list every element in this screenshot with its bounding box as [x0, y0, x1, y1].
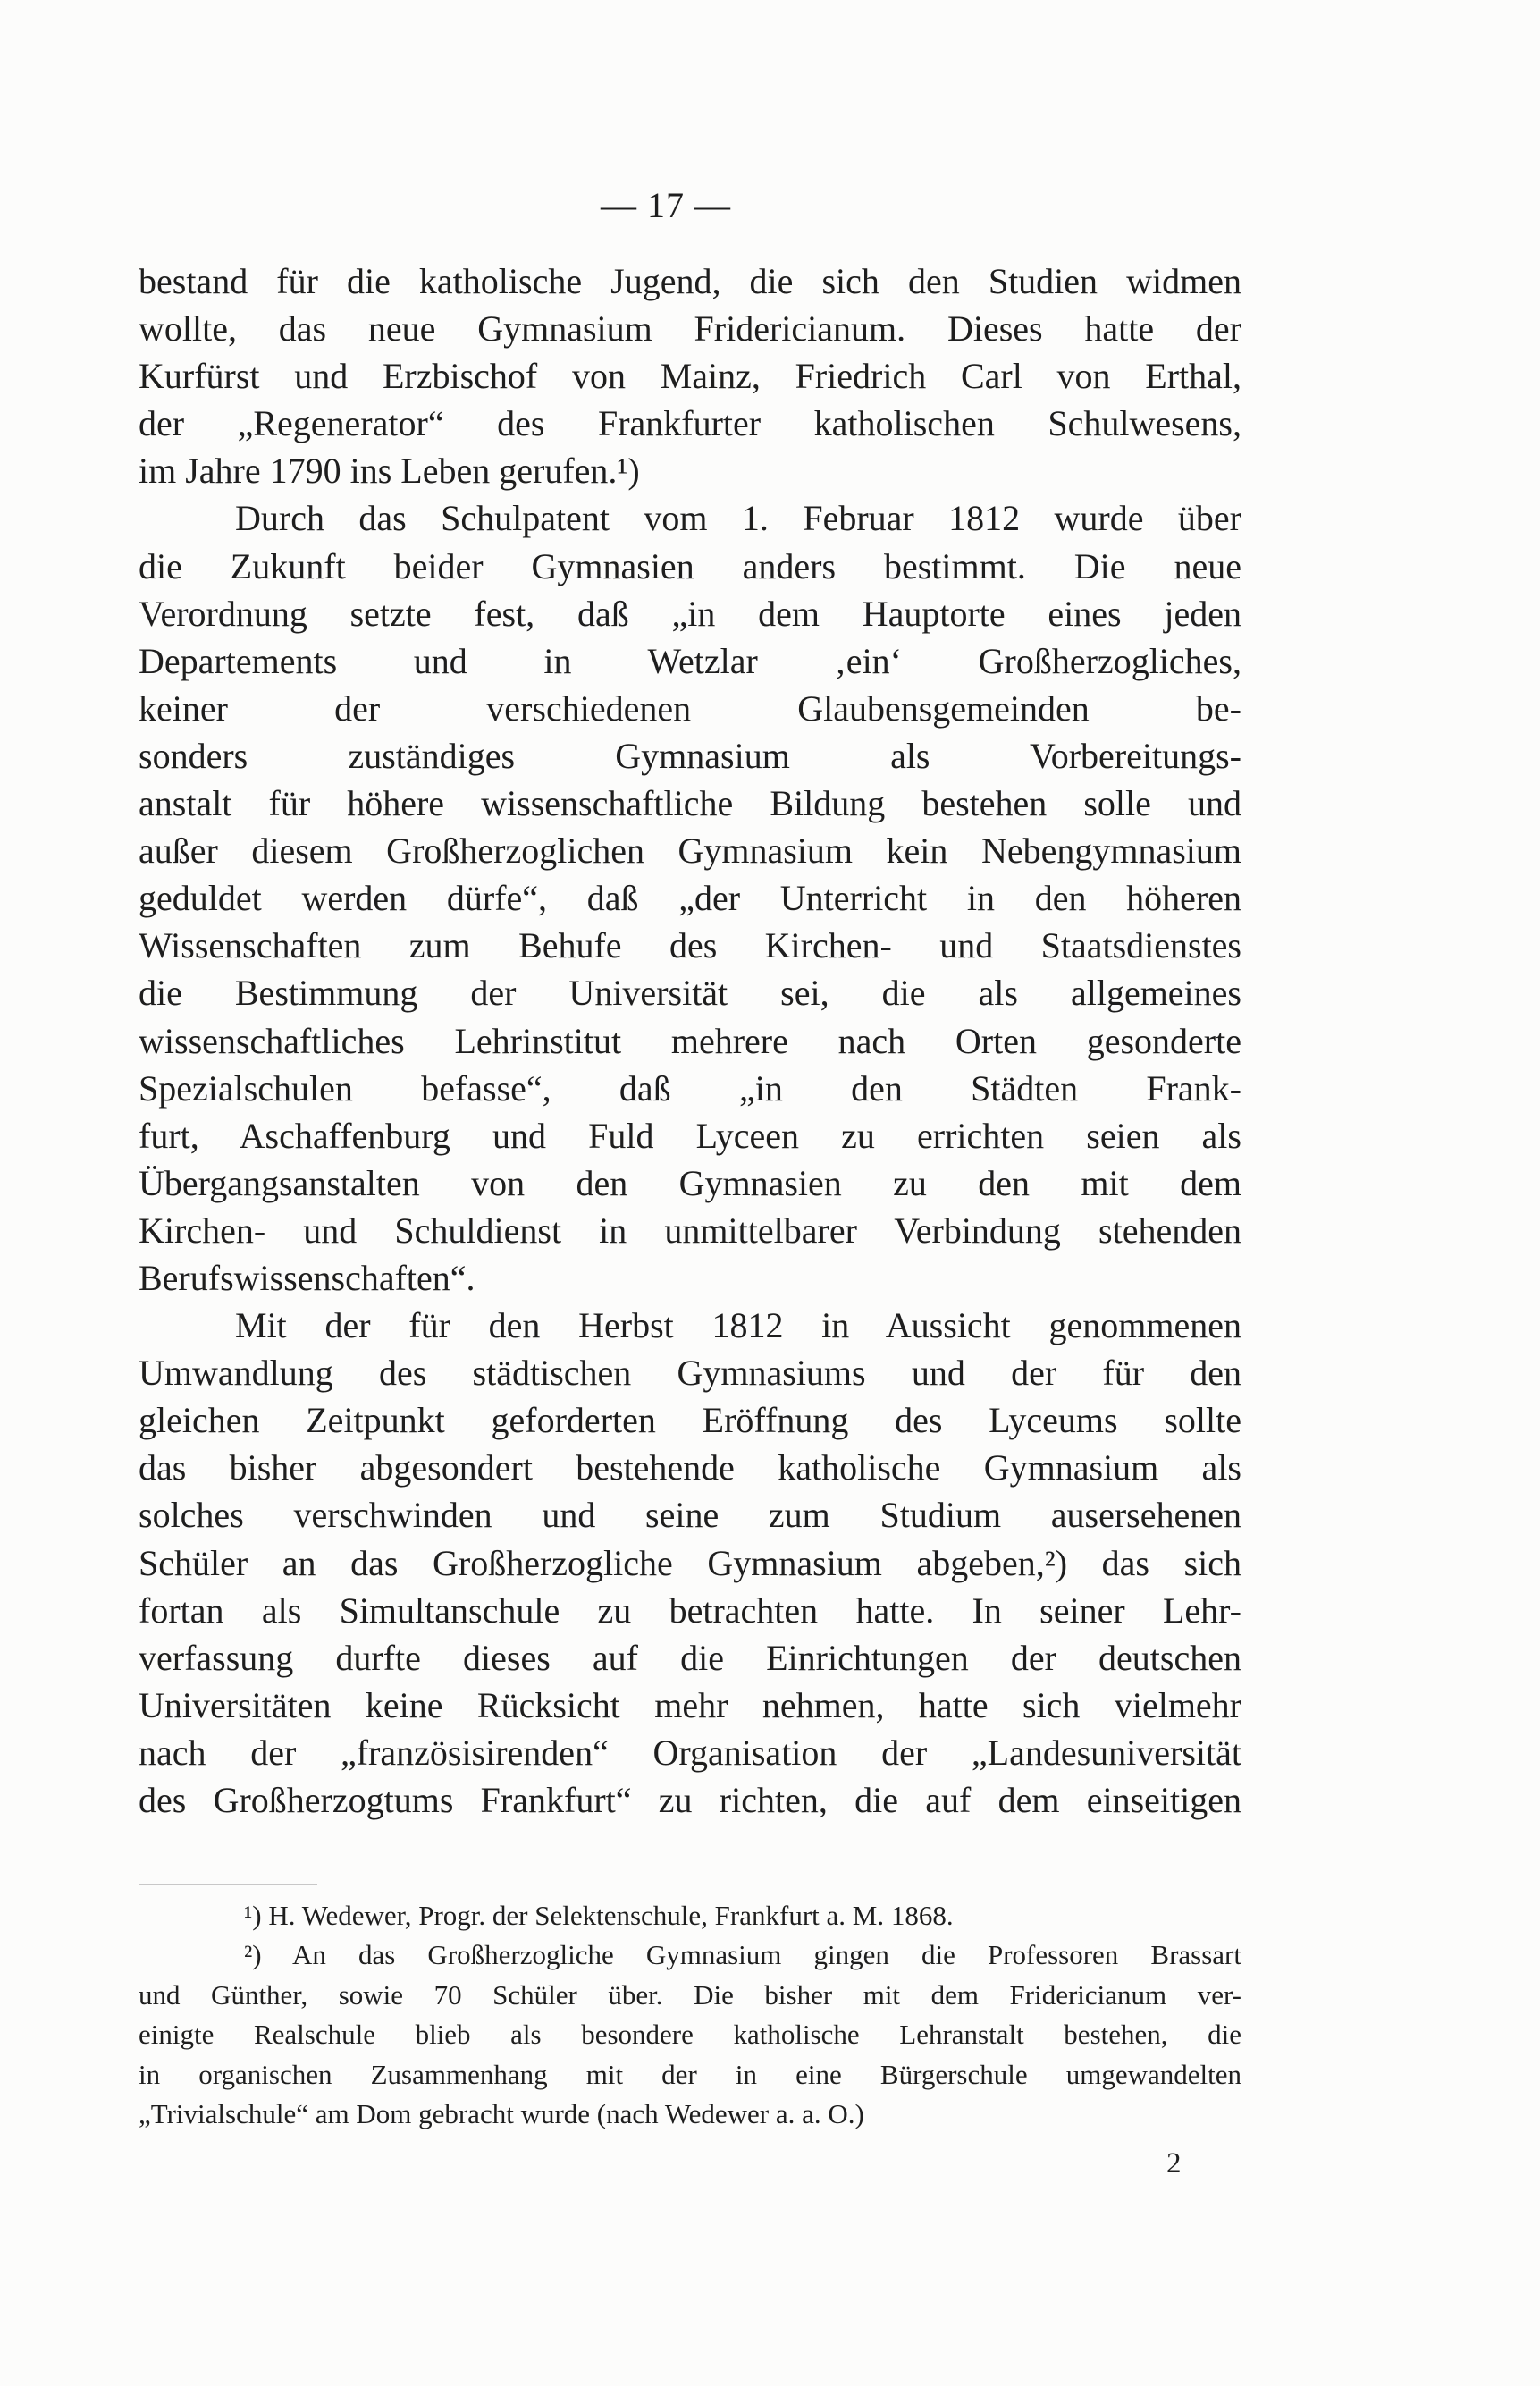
text-line: Mit der für den Herbst 1812 in Aussicht genommenen: [235, 1305, 1241, 1346]
text-line: sonders zuständiges Gymnasium als Vorbereitungs-: [139, 735, 1241, 776]
text-line: das bisher abgesondert bestehende katholische Gymnasium als: [139, 1447, 1241, 1488]
text-line: Berufswissenschaften“.: [139, 1257, 475, 1298]
footnote-line: und Günther, sowie 70 Schüler über. Die bisher mit dem Fridericianum ver-: [139, 1978, 1241, 2011]
text-line: des Großherzogtums Frankfurt“ zu richten, die auf dem einseitigen: [139, 1780, 1241, 1820]
text-line: bestand für die katholische Jugend, die sich den Studien widmen: [139, 261, 1241, 301]
text-line: außer diesem Großherzoglichen Gymnasium kein Nebengymnasium: [139, 830, 1241, 872]
text-line: der „Regenerator“ des Frankfurter katholischen Schulwesens,: [139, 403, 1241, 444]
text-line: die Zukunft beider Gymnasien anders bestimmt. Die neue: [139, 545, 1241, 586]
text-line: Kirchen- und Schuldienst in unmittelbarer Verbindung stehenden: [139, 1210, 1241, 1251]
signature-mark: 2: [1166, 2147, 1182, 2179]
text-line: gleichen Zeitpunkt geforderten Eröffnung des Lyceums sollte: [139, 1400, 1241, 1441]
text-line: Verordnung setzte fest, daß „in dem Hauptorte eines jeden: [139, 593, 1241, 634]
text-line: Umwandlung des städtischen Gymnasiums und der für den: [139, 1353, 1241, 1394]
text-line: Durch das Schulpatent vom 1. Februar 1812 wurde über: [235, 498, 1241, 539]
body-text: [139, 257, 1241, 1824]
footnote-line: in organischen Zusammenhang mit der in eine Bürgerschule umgewandelten: [139, 2058, 1241, 2090]
text-line: wissenschaftliches Lehrinstitut mehrere nach Orten gesonderte: [139, 1020, 1241, 1061]
footnote-line: „Trivialschule“ am Dom gebracht wurde (nach Wedewer a. a. O.): [139, 2097, 864, 2129]
footnote-line: einigte Realschule blieb als besondere katholische Lehranstalt bestehen, die: [139, 2019, 1241, 2051]
text-line: solches verschwinden und seine zum Studium ausersehenen: [139, 1495, 1241, 1536]
text-line: Schüler an das Großherzogliche Gymnasium abgeben,²) das sich: [139, 1542, 1241, 1583]
text-line: nach der „französisirenden“ Organisation der „Landesuniversität: [139, 1732, 1241, 1773]
text-line: Spezialschulen befasse“, daß „in den Städten Frank-: [139, 1067, 1241, 1109]
text-line: fortan als Simultanschule zu betrachten hatte. In seiner Lehr-: [139, 1589, 1241, 1631]
text-line: Kurfürst und Erzbischof von Mainz, Friedrich Carl von Erthal,: [139, 356, 1241, 397]
footnote-line: ¹) H. Wedewer, Progr. der Selektenschule, Frankfurt a. M. 1868.: [244, 1900, 954, 1931]
text-line: Übergangsanstalten von den Gymnasien zu den mit dem: [139, 1162, 1241, 1203]
footnotes: [139, 1896, 1241, 2134]
page-number: — 17 —: [601, 185, 731, 225]
text-line: Wissenschaften zum Behufe des Kirchen- und Staatsdienstes: [139, 925, 1241, 966]
text-line: im Jahre 1790 ins Leben gerufen.¹): [139, 451, 640, 492]
footnote-divider: [139, 1884, 317, 1885]
text-line: Departements und in Wetzlar ‚ein‘ Großherzogliches,: [139, 640, 1241, 681]
text-line: wollte, das neue Gymnasium Fridericianum. Dieses hatte der: [139, 308, 1241, 350]
text-line: anstalt für höhere wissenschaftliche Bildung bestehen solle und: [139, 783, 1241, 824]
text-line: die Bestimmung der Universität sei, die als allgemeines: [139, 973, 1241, 1014]
footnote-line: ²) An das Großherzogliche Gymnasium gingen die Professoren Brassart: [244, 1939, 1241, 1971]
text-line: geduldet werden dürfe“, daß „der Unterricht in den höheren: [139, 878, 1241, 919]
text-line: verfassung durfte dieses auf die Einrichtungen der deutschen: [139, 1637, 1241, 1678]
text-line: keiner der verschiedenen Glaubensgemeinden be-: [139, 687, 1241, 729]
text-line: furt, Aschaffenburg und Fuld Lyceen zu errichten seien als: [139, 1115, 1241, 1156]
text-line: Universitäten keine Rücksicht mehr nehmen, hatte sich vielmehr: [139, 1684, 1241, 1725]
